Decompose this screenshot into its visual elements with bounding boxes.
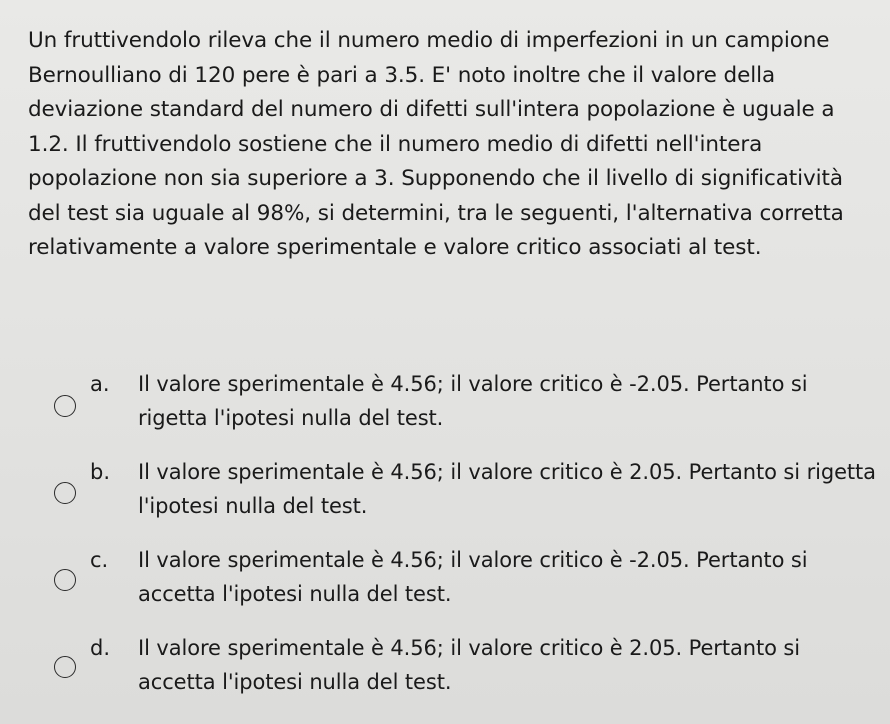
option-text: Il valore sperimentale è 4.56; il valore critico è -2.05. Pertanto si rigetta l'ipotesi nulla del test. [138,372,808,430]
option-b[interactable] [0,454,890,534]
radio-button-d[interactable] [54,656,76,678]
option-c[interactable] [0,542,890,622]
option-text: Il valore sperimentale è 4.56; il valore critico è 2.05. Pertanto si accetta l'ipotesi nulla del test. [138,636,800,694]
option-d[interactable] [0,630,890,710]
option-letter: b. [90,460,111,484]
option-a[interactable] [0,366,890,446]
question-text: Un fruttivendolo rileva che il numero medio di imperfezioni in un campione Bernoulliano di 120 pere è pari a 3.5. E' noto inoltre che il valore della deviazione standard del numero di difetti sull'intera popolazione è uguale a 1.2. Il fruttivendolo sostiene che il numero medio di difetti nell'intera popolazione non sia superiore a 3. Supponendo che il livello di significatività del test sia uguale al 98%, si determini, tra le seguenti, l'alternativa corretta relativamente a valore sperimentale e valore critico associati al test. [28,28,844,260]
radio-button-b[interactable] [54,482,76,504]
radio-button-c[interactable] [54,569,76,591]
option-letter: d. [90,636,111,660]
option-letter: a. [90,372,110,396]
option-text: Il valore sperimentale è 4.56; il valore critico è 2.05. Pertanto si rigetta l'ipotesi nulla del test. [138,460,876,518]
option-text: Il valore sperimentale è 4.56; il valore critico è -2.05. Pertanto si accetta l'ipotesi nulla del test. [138,548,808,606]
radio-button-a[interactable] [54,395,76,417]
option-letter: c. [90,548,109,572]
